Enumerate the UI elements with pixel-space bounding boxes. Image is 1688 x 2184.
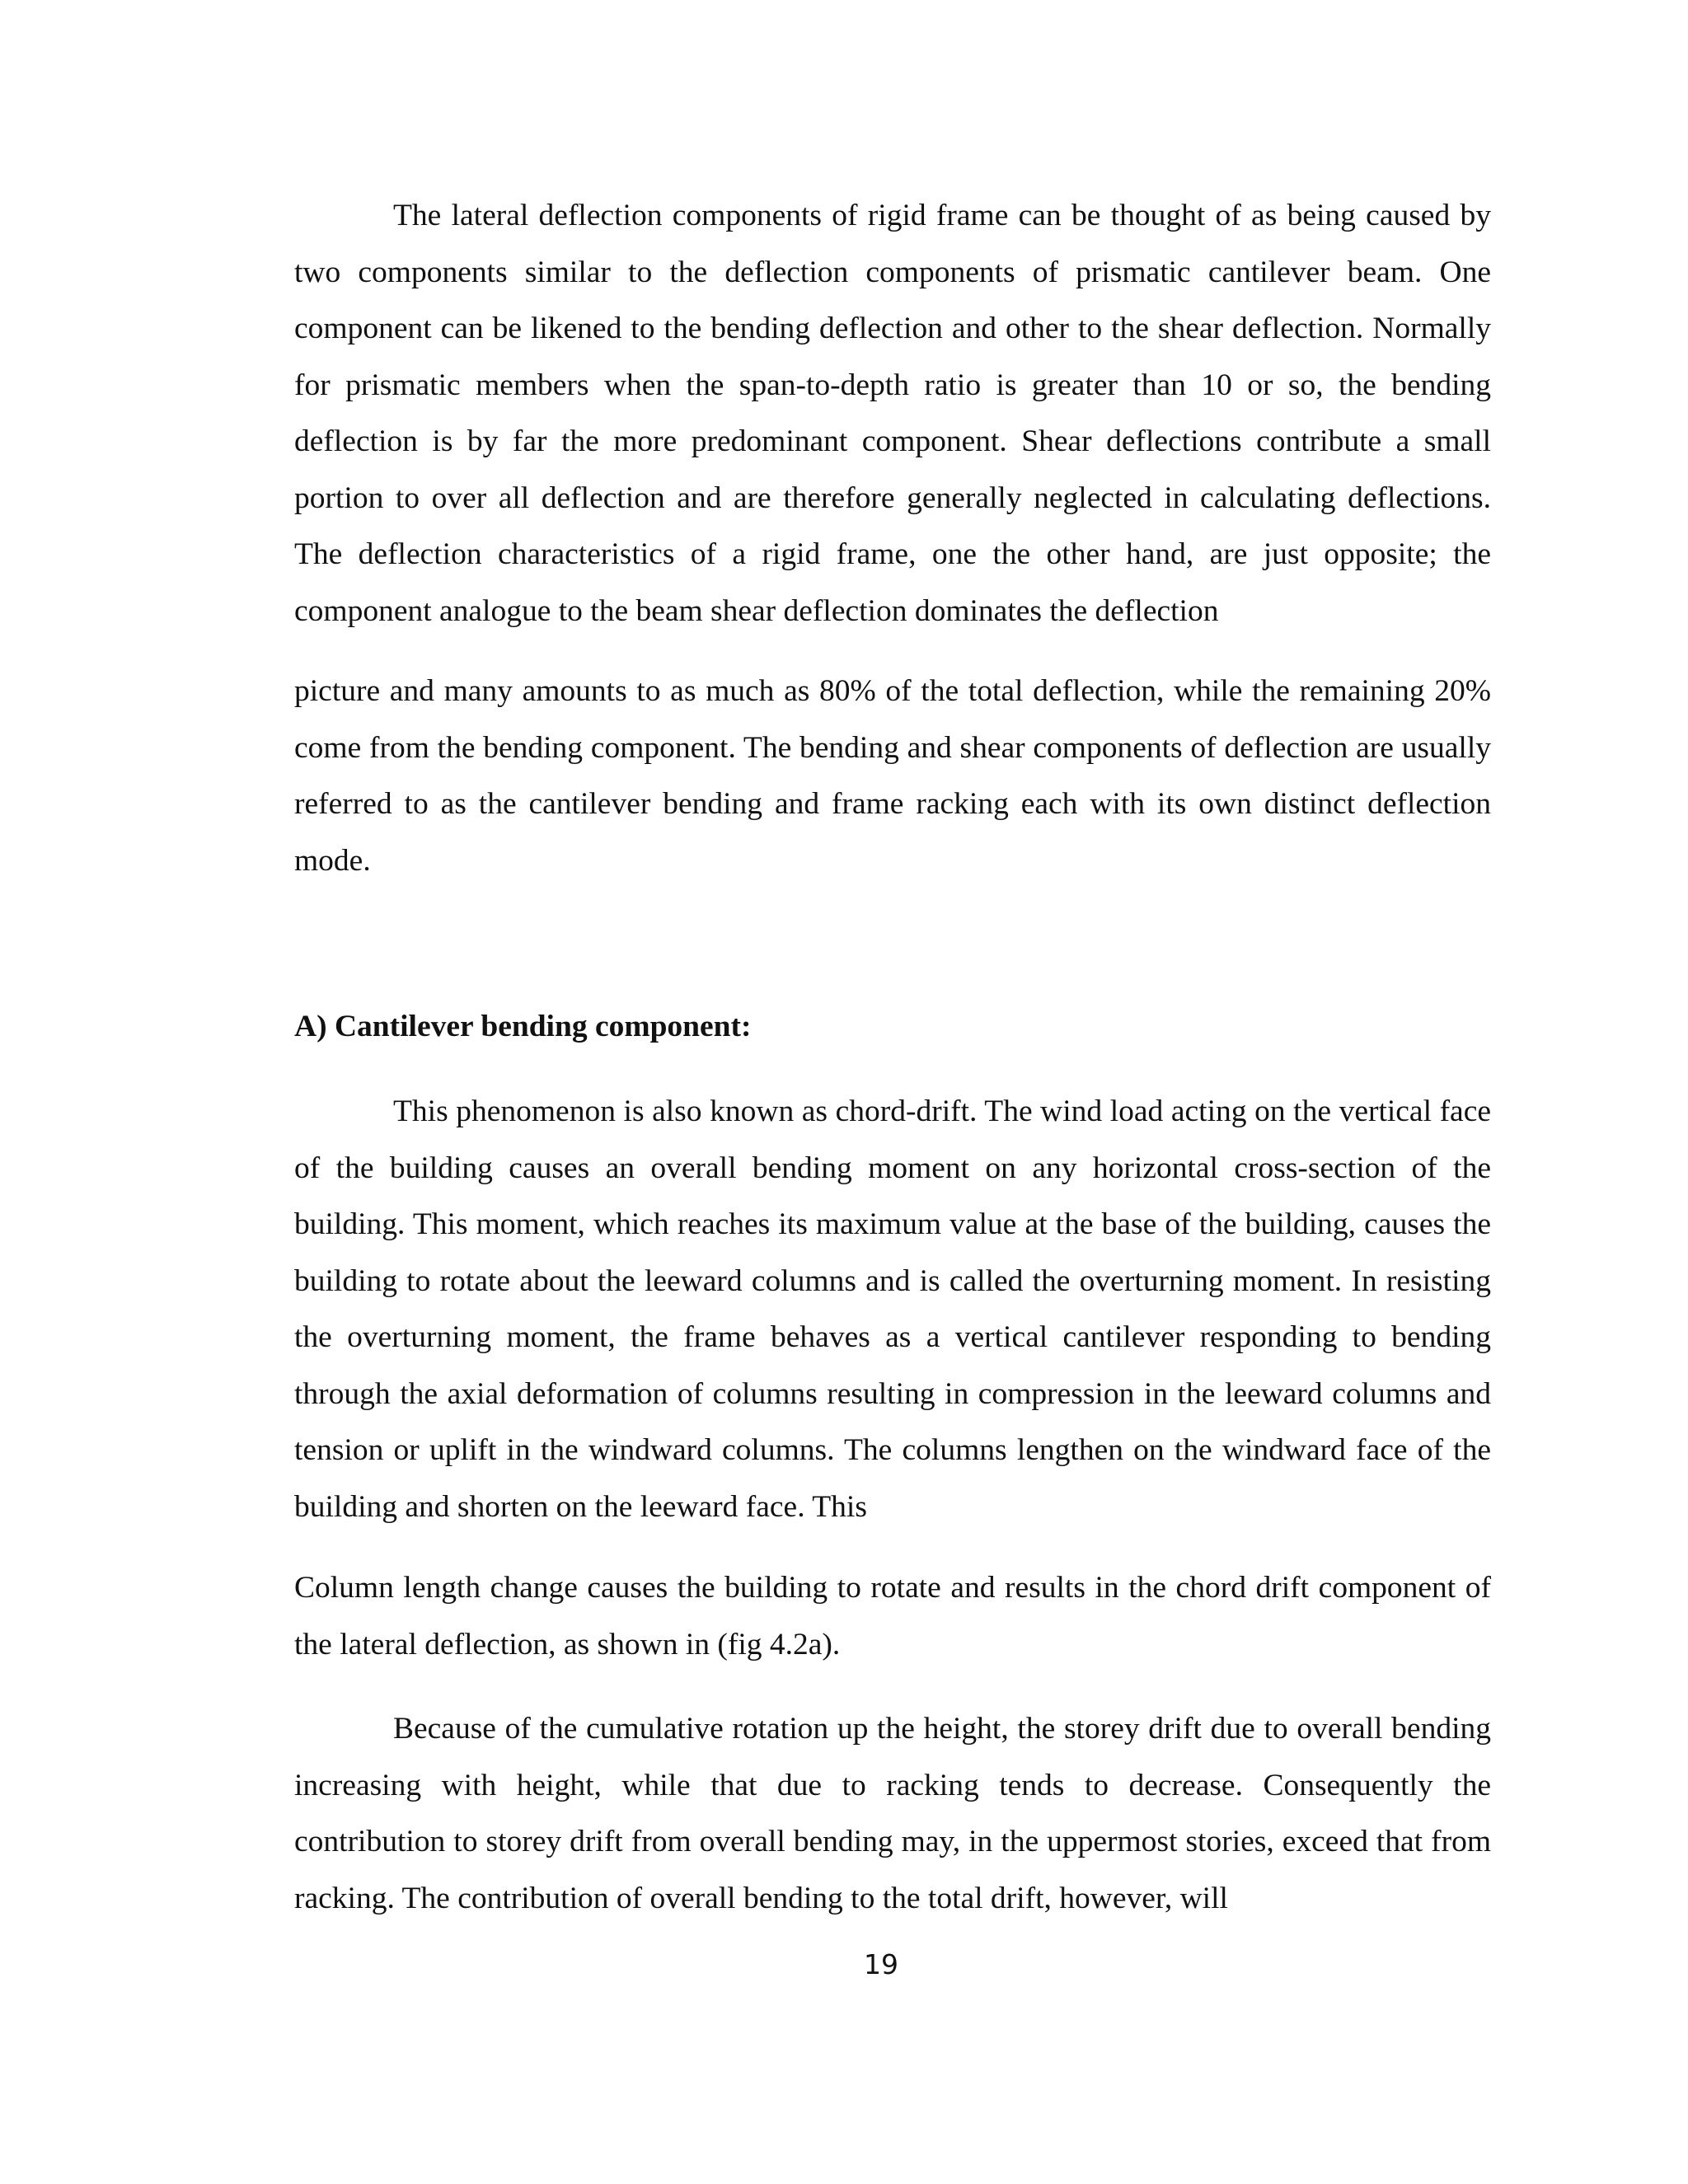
- body-paragraph: Column length change causes the building to rotate and results in the chord drift component of the lateral deflection, as shown in (fig 4.2a).: [294, 1571, 1491, 1661]
- body-paragraph: Because of the cumulative rotation up the height, the storey drift due to overall bending increasing with height, while that due to racking tends to decrease. Consequently the contribution to storey drift from overall bending may, in the uppermost stories, exceed that from racking. The contribution of overall bending to the total drift, however, will: [294, 1712, 1491, 1915]
- body-paragraph: This phenomenon is also known as chord-drift. The wind load acting on the vertical face of the building causes an overall bending moment on any horizontal cross-section of the building. This moment, which reaches its maximum value at the base of the building, causes the building to rotate about the leeward columns and is called the overturning moment. In resisting the overturning moment, the frame behaves as a vertical cantilever responding to bending through the axial deformation of columns resulting in compression in the leeward columns and tension or uplift in the windward columns. The columns lengthen on the windward face of the building and shorten on the leeward face. This: [294, 1094, 1491, 1524]
- body-paragraph: The lateral deflection components of rigid frame can be thought of as being caused by two components similar to the deflection components of prismatic cantilever beam. One component can be likened to the bending deflection and other to the shear deflection. Normally for prismatic members when the span-to-depth ratio is greater than 10 or so, the bending deflection is by far the more predominant component. Shear deflections contribute a small portion to over all deflection and are therefore generally neglected in calculating deflections. The deflection characteristics of a rigid frame, one the other hand, are just opposite; the component analogue to the beam shear deflection dominates the deflection: [294, 199, 1491, 628]
- section-heading: A) Cantilever bending component:: [294, 1010, 752, 1043]
- page-number: 19: [864, 1948, 898, 1980]
- body-paragraph: picture and many amounts to as much as 80% of the total deflection, while the remaining 20% come from the bending component. The bending and shear components of deflection are usually referred to as the cantilever bending and frame racking each with its own distinct deflection mode.: [294, 674, 1491, 878]
